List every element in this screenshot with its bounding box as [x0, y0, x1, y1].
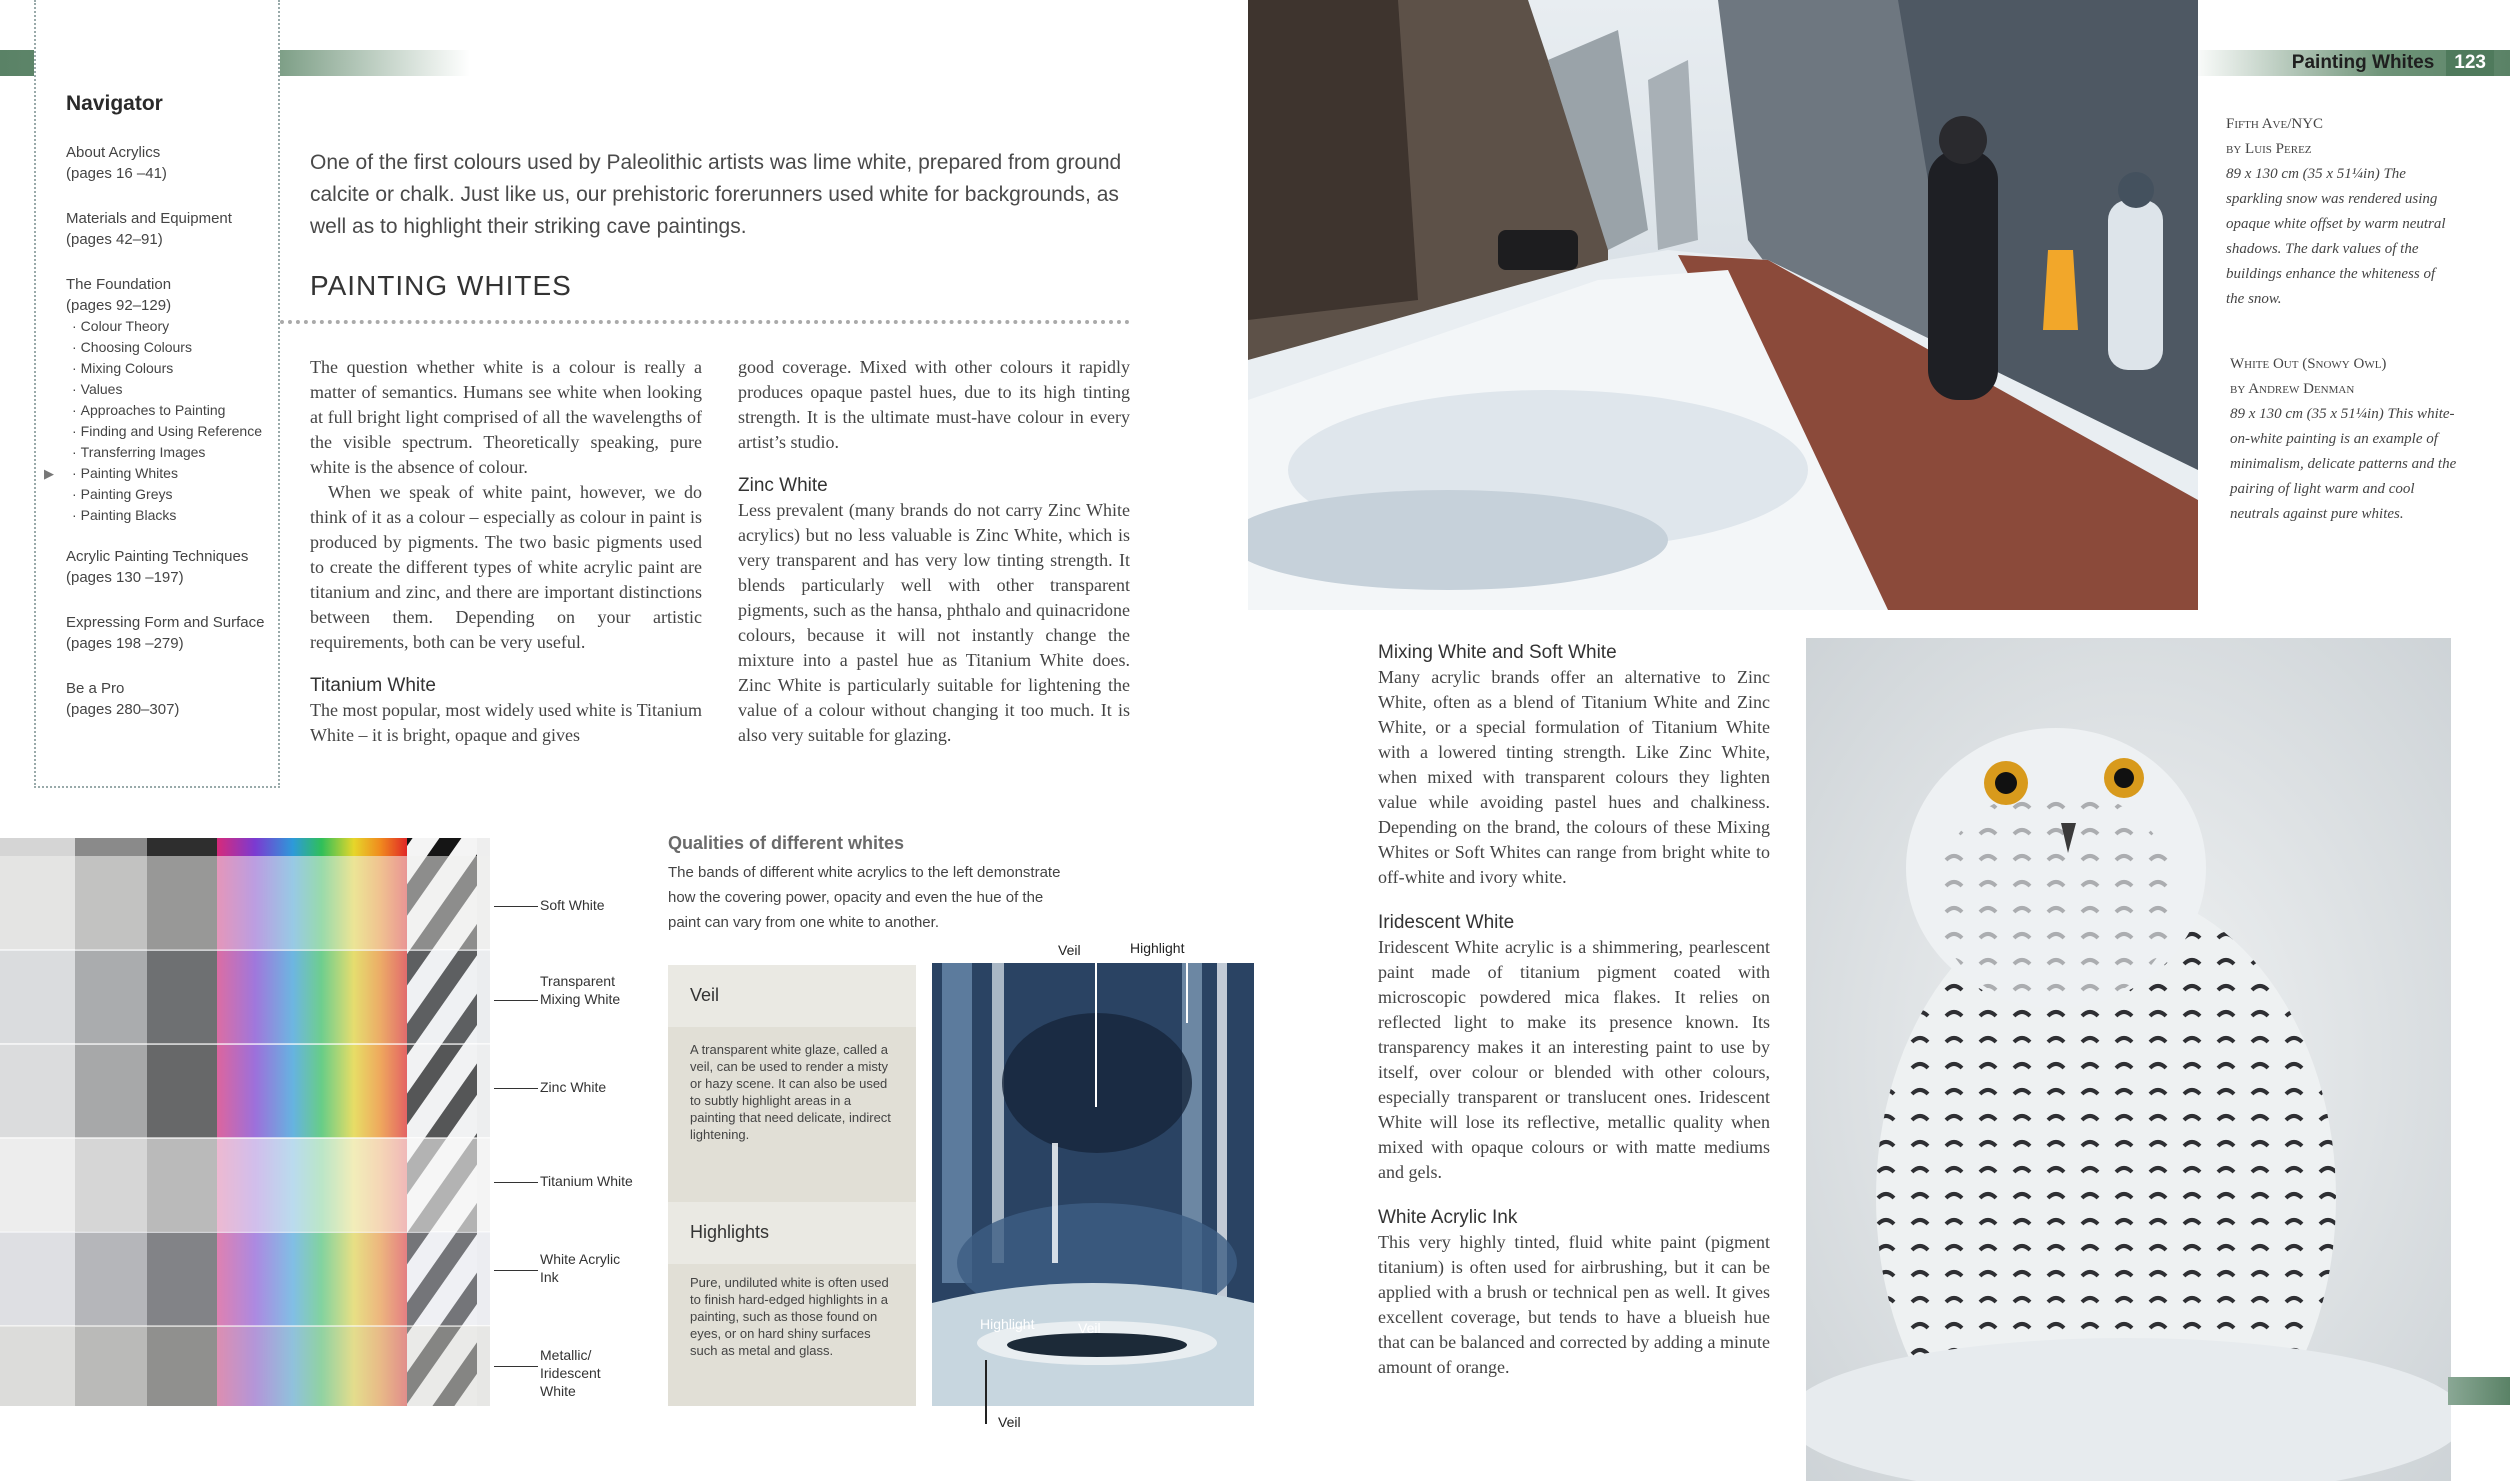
current-pointer-icon: ▶ — [44, 466, 54, 481]
legend-line — [494, 1182, 538, 1183]
legend-line — [494, 1270, 538, 1271]
nav-section-pages: (pages 280–307) — [66, 701, 180, 718]
nav-section-pages: (pages 130 –197) — [66, 569, 184, 586]
highlights-text: Pure, undiluted white is often used to finish hard-edged highlights in a painting, such as those found on eyes, or on hard shiny surfaces such as metal and glass. — [690, 1275, 889, 1358]
paragraph: Less prevalent (many brands do not carry Zinc White acrylics) but no less valuable is Zinc White, which is very transparent and has very low tinting strength. It blends particularly well with other transparent pigments, such as the hansa, phthalo and quinacridone colours, because it will not instantly change the mixture into a pastel hue as Titanium White does. Zinc White is particularly suitable for lightening the value of a colour without changing it too much. It is also very suitable for glazing. — [738, 500, 1130, 745]
right-text-column — [1378, 640, 1770, 1380]
navigator-list — [44, 142, 276, 744]
street-caption-text: 89 x 130 cm (35 x 51¼in) The sparkling snow was rendered using opaque white offset by warm neutral shadows. The dark values of the buildings enhance the whiteness of the snow. — [2226, 166, 2446, 307]
page-edge-tab — [2448, 1377, 2510, 1405]
owl-artwork — [1806, 638, 2451, 1481]
glass-jar-painting — [932, 963, 1254, 1406]
nav-item-painting-whites[interactable]: ▶ · Painting Whites — [66, 463, 276, 484]
nav-item-transferring-images[interactable]: · Transferring Images — [72, 444, 206, 460]
text-column-1 — [310, 355, 702, 748]
right-page-header — [2190, 50, 2510, 76]
label-transparent-mixing-white: Transparent Mixing White — [540, 973, 621, 1007]
right-page-number: 123 — [2446, 50, 2494, 76]
paragraph: When we speak of white paint, however, we do think of it as a colour – especially as colour in paint is produced by pigments. The two basic pigments used to create the different types of white acrylic paint are titanium and zinc, and there are important distinctions between them. Depending on your artistic requirements, both can be very useful. — [310, 482, 702, 652]
nav-item-painting-greys[interactable]: · Painting Greys — [72, 486, 173, 502]
subheading-acrylic-ink: White Acrylic Ink — [1378, 1207, 1518, 1228]
legend-line — [494, 1088, 538, 1089]
intro-paragraph: One of the first colours used by Paleolithic artists was lime white, prepared from ground calcite or chalk. Just like us, our prehistoric forerunners used white for backgrounds, as well as to highlight their striking cave paintings. — [310, 151, 1122, 238]
owl-caption-artist: by Andrew Denman — [2230, 381, 2355, 397]
nav-section-label: Be a Pro — [66, 680, 125, 697]
nav-item-approaches[interactable]: · Approaches to Painting — [72, 402, 226, 418]
nav-item-finding-reference[interactable]: · Finding and Using Reference — [72, 423, 263, 439]
callout-veil-mid: Veil — [1078, 1320, 1101, 1336]
street-caption — [2226, 112, 2456, 312]
nav-item-values[interactable]: · Values — [72, 381, 123, 397]
highlights-panel-header — [668, 1202, 916, 1264]
paragraph: The question whether white is a colour is really a matter of semantics. Humans see white when looking at full bright light comprised of all the wavelengths of the visible spectrum. Theoretically speaking, pure white is the absence of colour. — [310, 357, 702, 477]
street-artwork — [1248, 0, 2198, 610]
callout-line — [1186, 963, 1188, 1023]
subheading-titanium: Titanium White — [310, 675, 436, 696]
paragraph: Many acrylic brands offer an alternative to Zinc White, often as a blend of Titanium White and Zinc White, or a special formulation of Titanium White with a lowered tinting strength. Like Zinc White, when mixed with transparent colours they lighten value while avoiding pastel hues and chalkiness. Depending on the brand, the colours of these Mixing Whites or Soft Whites can range from bright white to off-white and ivory white. — [1378, 667, 1770, 887]
nav-section-pages: (pages 198 –279) — [66, 635, 184, 652]
snowy-owl-painting — [1806, 638, 2451, 1481]
highlights-panel-body — [668, 1264, 916, 1406]
nav-section-pages: (pages 42–91) — [66, 231, 163, 248]
nav-section-label: Expressing Form and Surface — [66, 614, 265, 631]
right-chapter-title: Painting Whites — [2291, 52, 2435, 73]
nav-section-materials[interactable] — [66, 208, 276, 250]
qualities-title: Qualities of different whites — [668, 833, 905, 853]
nav-section-form-surface[interactable] — [66, 612, 276, 654]
street-caption-artist: by Luis Perez — [2226, 141, 2312, 157]
fifth-ave-painting — [1248, 0, 2198, 610]
callout-highlight-bottom: Highlight — [980, 1316, 1035, 1332]
label-titanium-white: Titanium White — [540, 1173, 633, 1189]
nav-item-colour-theory[interactable]: · Colour Theory — [72, 318, 170, 334]
white-paint-swatch-image — [0, 838, 490, 1406]
nav-item-mixing-colours[interactable]: · Mixing Colours — [72, 360, 174, 376]
street-caption-title: Fifth Ave/NYC — [2226, 116, 2324, 132]
veil-panel-header — [668, 965, 916, 1027]
nav-section-label: About Acrylics — [66, 144, 161, 161]
nav-section-techniques[interactable] — [66, 546, 276, 588]
label-zinc-white: Zinc White — [540, 1079, 607, 1095]
legend-line — [494, 1366, 538, 1367]
callout-veil-top: Veil — [1058, 942, 1081, 958]
text-column-2 — [738, 355, 1130, 748]
nav-section-pages: (pages 92–129) — [66, 297, 172, 314]
veil-title: Veil — [690, 985, 720, 1005]
nav-section-foundation[interactable] — [44, 274, 276, 526]
nav-section-be-a-pro[interactable] — [66, 678, 276, 720]
section-heading: PAINTING WHITES — [310, 270, 572, 301]
callout-veil-bottom: Veil — [998, 1414, 1021, 1430]
paragraph: good coverage. Mixed with other colours it rapidly produces opaque pastel hues, due to its high tinting strength. It is the ultimate must-have colour in every artist’s studio. — [738, 357, 1130, 452]
veil-text: A transparent white glaze, called a veil, can be used to render a misty or hazy scene. It can also be used to subtly highlight areas in a painting that need delicate, indirect lightening. — [690, 1042, 891, 1142]
jar-artwork — [932, 963, 1254, 1406]
subheading-iridescent: Iridescent White — [1378, 912, 1515, 933]
veil-panel-body — [668, 1027, 916, 1202]
paragraph: Iridescent White acrylic is a shimmering, pearlescent paint made of titanium pigment coated with microscopic powdered mica flakes. It relies on reflected light to make its presence known. Its transparency makes it an interesting paint to use by itself, over colour or blended with other colours, especially transparent or translucent ones. Iridescent White will lose its reflective, metallic quality when mixed with opaque colours or with matte mediums and gels. — [1378, 937, 1770, 1182]
nav-item-choosing-colours[interactable]: · Choosing Colours — [72, 339, 192, 355]
highlights-title: Highlights — [690, 1222, 770, 1242]
callout-line — [985, 1360, 987, 1424]
nav-section-pages: (pages 16 –41) — [66, 165, 167, 182]
nav-section-label: Acrylic Painting Techniques — [66, 548, 249, 565]
navigator-title: Navigator — [66, 92, 163, 115]
callout-line — [1095, 963, 1097, 1107]
label-soft-white: Soft White — [540, 897, 605, 913]
nav-section-label: The Foundation — [66, 276, 172, 293]
label-metallic-iridescent-white: Metallic/ Iridescent White — [540, 1347, 601, 1399]
nav-item-painting-blacks[interactable]: · Painting Blacks — [72, 507, 177, 523]
owl-caption-title: White Out (Snowy Owl) — [2230, 356, 2387, 372]
legend-line — [494, 906, 538, 907]
owl-caption-text: 89 x 130 cm (35 x 51¼in) This white-on-white painting is an example of minimalism, delicate patterns and the pairing of light warm and cool neutrals against pure whites. — [2230, 406, 2457, 522]
subheading-mixing-white: Mixing White and Soft White — [1378, 642, 1617, 663]
paragraph: This very highly tinted, fluid white paint (pigment titanium) is often used for airbrushing, but it can be applied with a brush or technical pen as well. It gives excellent coverage, but tends to have a blueish hue that can be balanced and corrected by adding a minute amount of orange. — [1378, 1232, 1770, 1377]
subheading-zinc: Zinc White — [738, 475, 828, 496]
paragraph: The most popular, most widely used white is Titanium White – it is bright, opaque and gives — [310, 700, 702, 745]
dotted-divider — [280, 320, 1130, 324]
label-white-acrylic-ink: White Acrylic Ink — [540, 1251, 621, 1285]
owl-caption — [2230, 352, 2460, 527]
callout-highlight-top: Highlight — [1130, 940, 1185, 956]
qualities-body: The bands of different white acrylics to the left demonstrate how the covering power, opacity and even the hue of the paint can vary from one white to another. — [668, 864, 1061, 931]
legend-line — [494, 1000, 538, 1001]
nav-section-about-acrylics[interactable] — [66, 142, 276, 184]
nav-section-label: Materials and Equipment — [66, 210, 232, 227]
